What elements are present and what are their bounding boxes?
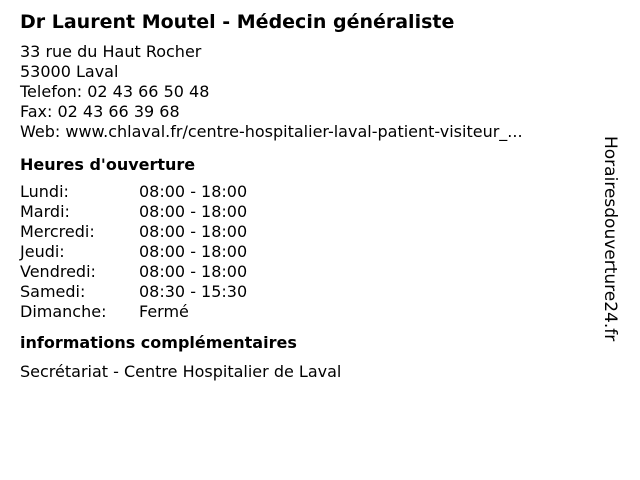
day-hours: 08:00 - 18:00 xyxy=(139,182,248,201)
hours-row-tuesday xyxy=(20,202,247,222)
city-line: 53000 Laval xyxy=(20,62,119,81)
street-address: 33 rue du Haut Rocher xyxy=(20,42,202,61)
day-label: Samedi: xyxy=(20,282,86,301)
hours-row-thursday xyxy=(20,242,247,262)
day-label: Lundi: xyxy=(20,182,69,201)
site-brand-watermark: Horairesdouverture24.fr xyxy=(600,136,620,342)
fax-line: Fax: 02 43 66 39 68 xyxy=(20,102,180,121)
day-label: Jeudi: xyxy=(20,242,65,261)
phone-line[interactable]: Telefon: 02 43 66 50 48 xyxy=(20,82,210,101)
day-hours: 08:30 - 15:30 xyxy=(139,282,248,301)
day-label: Mardi: xyxy=(20,202,70,221)
additional-info-heading: informations complémentaires xyxy=(20,333,297,352)
day-hours: 08:00 - 18:00 xyxy=(139,262,248,281)
hours-row-wednesday xyxy=(20,222,247,242)
day-hours: Fermé xyxy=(139,302,189,321)
hours-row-friday xyxy=(20,262,247,282)
hours-row-saturday xyxy=(20,282,247,302)
hours-row-sunday xyxy=(20,302,247,322)
address-block xyxy=(20,42,590,142)
day-label: Mercredi: xyxy=(20,222,95,241)
practice-card xyxy=(20,8,590,384)
hours-row-monday xyxy=(20,182,247,202)
day-hours: 08:00 - 18:00 xyxy=(139,222,248,241)
practice-title: Dr Laurent Moutel - Médecin généraliste xyxy=(20,11,455,33)
day-label: Dimanche: xyxy=(20,302,107,321)
day-hours: 08:00 - 18:00 xyxy=(139,242,248,261)
opening-hours-heading: Heures d'ouverture xyxy=(20,155,196,174)
opening-hours-table xyxy=(20,182,247,322)
additional-info-text: Secrétariat - Centre Hospitalier de Laval xyxy=(20,362,342,381)
day-label: Vendredi: xyxy=(20,262,96,281)
website-line[interactable]: Web: www.chlaval.fr/centre-hospitalier-laval-patient-visiteur_... xyxy=(20,122,523,141)
day-hours: 08:00 - 18:00 xyxy=(139,202,248,221)
